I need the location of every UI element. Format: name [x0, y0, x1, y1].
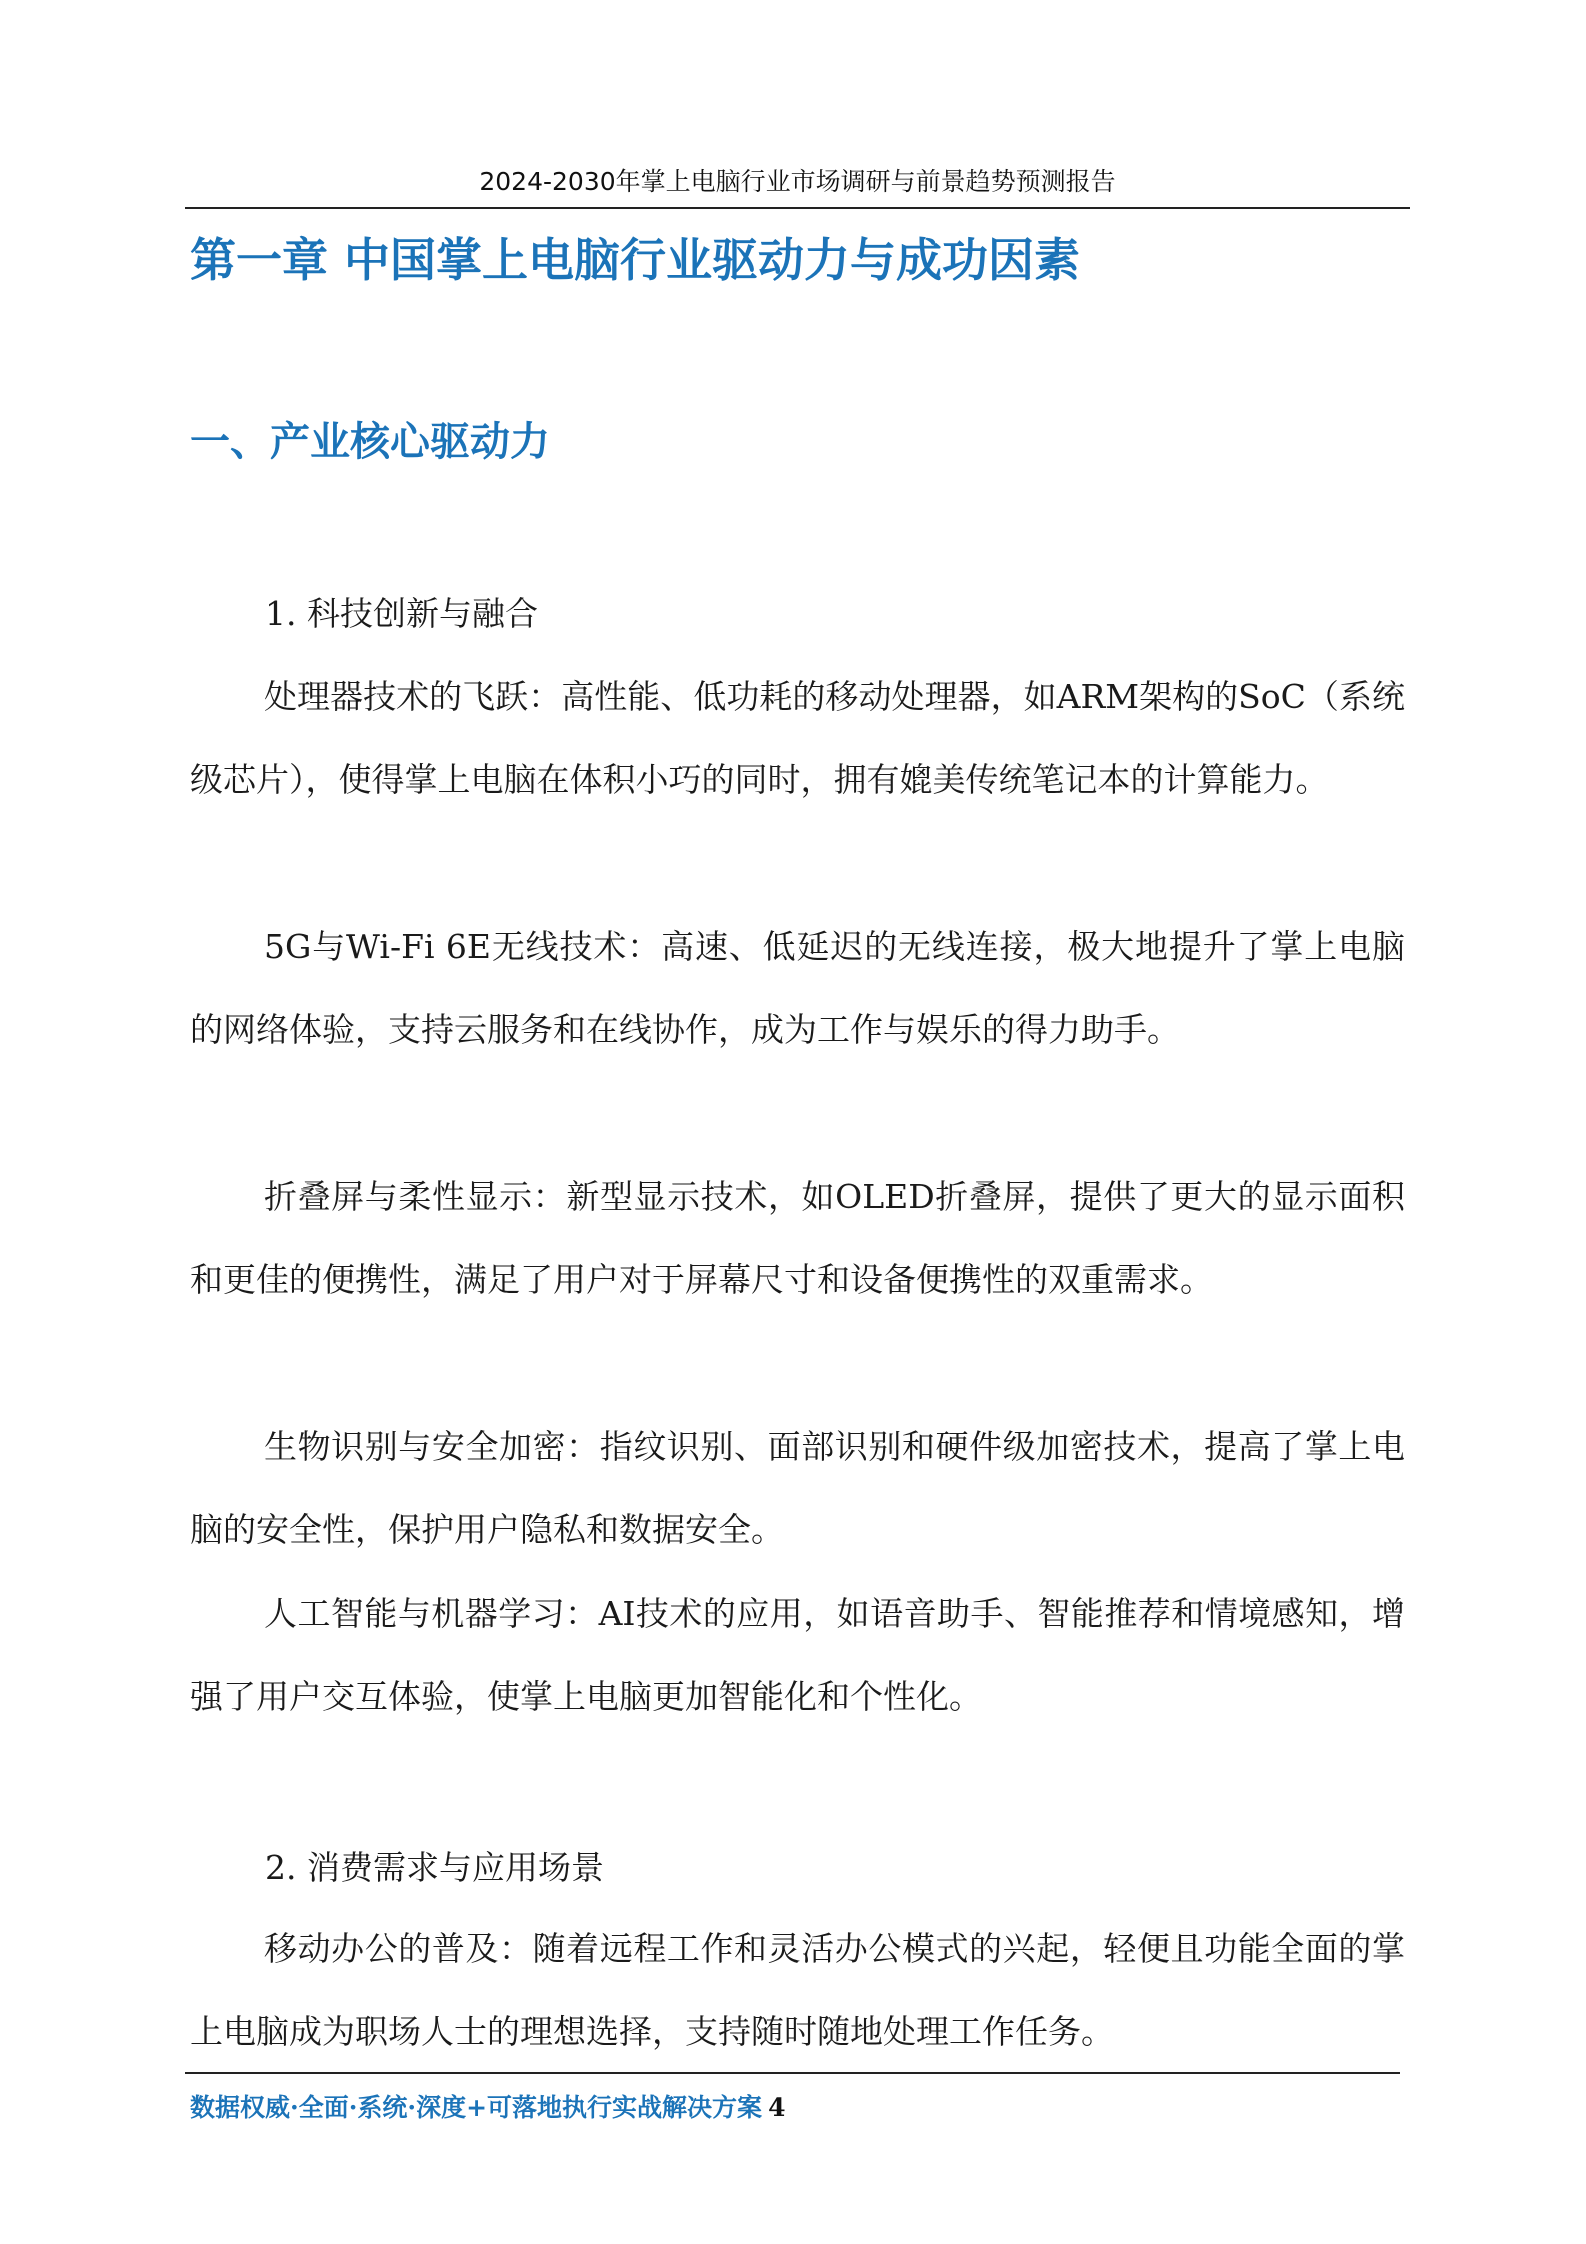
paragraph-wireless: 5G与Wi-Fi 6E无线技术：高速、低延迟的无线连接，极大地提升了掌上电脑的网络体验，支持云服务和在线协作，成为工作与娱乐的得力助手。 — [190, 927, 1405, 1049]
paragraph-foldable: 折叠屏与柔性显示：新型显示技术，如OLED折叠屏，提供了更大的显示面积和更佳的便携性，满足了用户对于屏幕尺寸和设备便携性的双重需求。 — [190, 1177, 1405, 1299]
paragraph-biometric: 生物识别与安全加密：指纹识别、面部识别和硬件级加密技术，提高了掌上电脑的安全性，保护用户隐私和数据安全。 — [190, 1427, 1405, 1549]
subsection-heading-2: 2. 消费需求与应用场景 — [265, 1848, 604, 1887]
paragraph-mobile-office: 移动办公的普及：随着远程工作和灵活办公模式的兴起，轻便且功能全面的掌上电脑成为职场人士的理想选择，支持随时随地处理工作任务。 — [190, 1929, 1405, 2051]
header-divider — [185, 207, 1410, 209]
page-number: 4 — [768, 2093, 786, 2122]
footer-slogan: 数据权威·全面·系统·深度+可落地执行实战解决方案 — [190, 2093, 763, 2122]
footer-divider — [185, 2072, 1400, 2074]
section-title: 一、产业核心驱动力 — [190, 419, 550, 465]
paragraph-ai: 人工智能与机器学习：AI技术的应用，如语音助手、智能推荐和情境感知，增强了用户交互体验，使掌上电脑更加智能化和个性化。 — [190, 1594, 1405, 1716]
chapter-title: 第一章 中国掌上电脑行业驱动力与成功因素 — [190, 233, 1081, 287]
report-header-title: 2024-2030年掌上电脑行业市场调研与前景趋势预测报告 — [479, 167, 1116, 196]
subsection-heading-1: 1. 科技创新与融合 — [265, 594, 538, 633]
paragraph-processor: 处理器技术的飞跃：高性能、低功耗的移动处理器，如ARM架构的SoC（系统级芯片），使得掌上电脑在体积小巧的同时，拥有媲美传统笔记本的计算能力。 — [190, 677, 1405, 799]
footer — [190, 2088, 785, 2124]
